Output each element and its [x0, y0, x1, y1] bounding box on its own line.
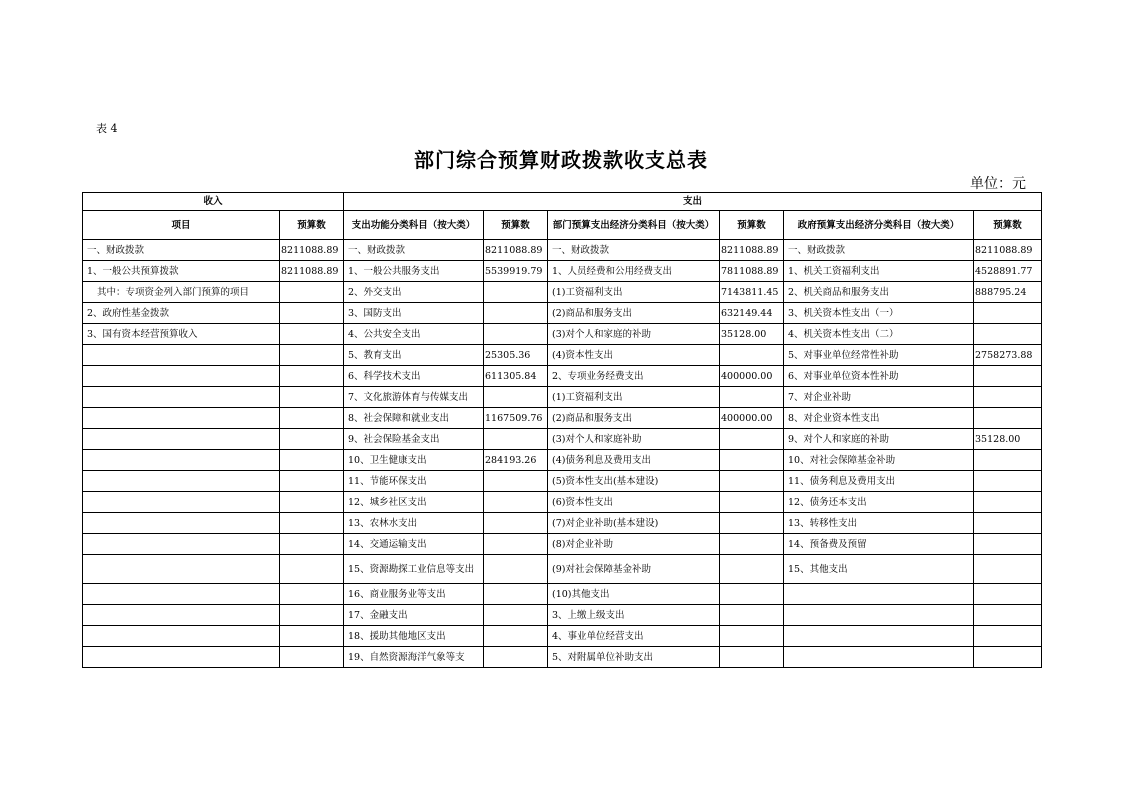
- income-amount-cell: [280, 555, 344, 584]
- table-row: [83, 605, 1042, 626]
- function-item-cell: 19、自然资源海洋气象等支: [344, 647, 484, 668]
- table-row: [83, 240, 1042, 261]
- gov-econ-amount-cell: [974, 387, 1042, 408]
- income-item-cell: [83, 387, 280, 408]
- dept-econ-item-cell: (7)对企业补助(基本建设): [548, 513, 720, 534]
- dept-econ-item-cell: 4、事业单位经营支出: [548, 626, 720, 647]
- table-row: [83, 555, 1042, 584]
- income-item-cell: [83, 408, 280, 429]
- income-amount-cell: [280, 387, 344, 408]
- dept-econ-amount-cell: 7811088.89: [720, 261, 784, 282]
- income-item-cell: [83, 345, 280, 366]
- function-amount-cell: 8211088.89: [484, 240, 548, 261]
- dept-econ-item-cell: 2、专项业务经费支出: [548, 366, 720, 387]
- function-item-cell: 5、教育支出: [344, 345, 484, 366]
- table-row: [83, 534, 1042, 555]
- income-item-cell: 其中：专项资金列入部门预算的项目: [83, 282, 280, 303]
- gov-econ-amount-cell: [974, 513, 1042, 534]
- dept-econ-item-cell: (1)工资福利支出: [548, 387, 720, 408]
- function-amount-cell: [484, 471, 548, 492]
- dept-econ-amount-cell: [720, 605, 784, 626]
- income-amount-cell: [280, 513, 344, 534]
- dept-econ-amount-cell: [720, 647, 784, 668]
- income-item-cell: [83, 555, 280, 584]
- gov-econ-amount-cell: 2758273.88: [974, 345, 1042, 366]
- dept-econ-item-cell: (8)对企业补助: [548, 534, 720, 555]
- gov-econ-item-cell: 3、机关资本性支出（一）: [784, 303, 974, 324]
- column-header: 预算数: [484, 211, 548, 240]
- gov-econ-amount-cell: 888795.24: [974, 282, 1042, 303]
- table-number-label: 表 4: [96, 122, 118, 135]
- income-amount-cell: [280, 647, 344, 668]
- dept-econ-amount-cell: [720, 450, 784, 471]
- table-row: [83, 584, 1042, 605]
- gov-econ-amount-cell: 8211088.89: [974, 240, 1042, 261]
- function-amount-cell: [484, 626, 548, 647]
- dept-econ-amount-cell: [720, 387, 784, 408]
- gov-econ-item-cell: 14、预备费及预留: [784, 534, 974, 555]
- dept-econ-item-cell: 3、上缴上级支出: [548, 605, 720, 626]
- income-item-cell: [83, 513, 280, 534]
- table-row: [83, 366, 1042, 387]
- income-amount-cell: [280, 471, 344, 492]
- gov-econ-item-cell: 2、机关商品和服务支出: [784, 282, 974, 303]
- gov-econ-amount-cell: [974, 492, 1042, 513]
- column-header: 预算数: [280, 211, 344, 240]
- unit-label: 单位：元: [970, 176, 1026, 192]
- income-amount-cell: [280, 303, 344, 324]
- dept-econ-item-cell: (4)资本性支出: [548, 345, 720, 366]
- dept-econ-amount-cell: [720, 345, 784, 366]
- table-row: [83, 513, 1042, 534]
- gov-econ-amount-cell: [974, 366, 1042, 387]
- function-item-cell: 8、社会保障和就业支出: [344, 408, 484, 429]
- function-amount-cell: 1167509.76: [484, 408, 548, 429]
- income-item-cell: [83, 626, 280, 647]
- income-amount-cell: [280, 492, 344, 513]
- income-item-cell: [83, 647, 280, 668]
- income-item-cell: [83, 492, 280, 513]
- column-header-row: [83, 211, 1042, 240]
- table-row: [83, 261, 1042, 282]
- income-amount-cell: [280, 282, 344, 303]
- dept-econ-item-cell: (6)资本性支出: [548, 492, 720, 513]
- table-row: [83, 282, 1042, 303]
- section-header-row: [83, 193, 1042, 211]
- function-item-cell: 一、财政拨款: [344, 240, 484, 261]
- function-amount-cell: 284193.26: [484, 450, 548, 471]
- gov-econ-item-cell: 8、对企业资本性支出: [784, 408, 974, 429]
- income-amount-cell: [280, 450, 344, 471]
- gov-econ-item-cell: 11、债务利息及费用支出: [784, 471, 974, 492]
- dept-econ-item-cell: (2)商品和服务支出: [548, 408, 720, 429]
- function-item-cell: 11、节能环保支出: [344, 471, 484, 492]
- function-amount-cell: [484, 605, 548, 626]
- income-amount-cell: 8211088.89: [280, 240, 344, 261]
- gov-econ-item-cell: 9、对个人和家庭的补助: [784, 429, 974, 450]
- income-item-cell: [83, 534, 280, 555]
- dept-econ-item-cell: (10)其他支出: [548, 584, 720, 605]
- column-header: 支出功能分类科目（按大类）: [344, 211, 484, 240]
- gov-econ-amount-cell: [974, 626, 1042, 647]
- function-amount-cell: [484, 303, 548, 324]
- column-header: 预算数: [974, 211, 1042, 240]
- income-amount-cell: [280, 626, 344, 647]
- dept-econ-amount-cell: [720, 626, 784, 647]
- dept-econ-amount-cell: [720, 534, 784, 555]
- table-row: [83, 471, 1042, 492]
- gov-econ-item-cell: [784, 605, 974, 626]
- table-row: [83, 492, 1042, 513]
- function-amount-cell: [484, 584, 548, 605]
- gov-econ-item-cell: 4、机关资本性支出（二）: [784, 324, 974, 345]
- gov-econ-amount-cell: [974, 647, 1042, 668]
- function-item-cell: 9、社会保险基金支出: [344, 429, 484, 450]
- dept-econ-item-cell: 5、对附属单位补助支出: [548, 647, 720, 668]
- function-item-cell: 12、城乡社区支出: [344, 492, 484, 513]
- income-item-cell: [83, 471, 280, 492]
- gov-econ-amount-cell: [974, 303, 1042, 324]
- function-amount-cell: [484, 282, 548, 303]
- dept-econ-amount-cell: [720, 513, 784, 534]
- gov-econ-item-cell: [784, 584, 974, 605]
- table-row: [83, 345, 1042, 366]
- gov-econ-amount-cell: [974, 450, 1042, 471]
- gov-econ-amount-cell: [974, 471, 1042, 492]
- gov-econ-item-cell: 一、财政拨款: [784, 240, 974, 261]
- column-header: 政府预算支出经济分类科目（按大类）: [784, 211, 974, 240]
- gov-econ-item-cell: 15、其他支出: [784, 555, 974, 584]
- income-amount-cell: [280, 366, 344, 387]
- income-item-cell: 3、国有资本经营预算收入: [83, 324, 280, 345]
- income-section-header: 收入: [83, 193, 344, 211]
- dept-econ-amount-cell: 8211088.89: [720, 240, 784, 261]
- dept-econ-amount-cell: 7143811.45: [720, 282, 784, 303]
- income-item-cell: [83, 605, 280, 626]
- function-amount-cell: [484, 555, 548, 584]
- income-item-cell: [83, 366, 280, 387]
- dept-econ-amount-cell: [720, 429, 784, 450]
- gov-econ-amount-cell: [974, 584, 1042, 605]
- income-amount-cell: [280, 408, 344, 429]
- table-row: [83, 408, 1042, 429]
- dept-econ-item-cell: (3)对个人和家庭补助: [548, 429, 720, 450]
- function-item-cell: 7、文化旅游体育与传媒支出: [344, 387, 484, 408]
- income-amount-cell: [280, 429, 344, 450]
- function-item-cell: 13、农林水支出: [344, 513, 484, 534]
- dept-econ-amount-cell: [720, 471, 784, 492]
- function-amount-cell: [484, 513, 548, 534]
- table-row: [83, 387, 1042, 408]
- function-item-cell: 6、科学技术支出: [344, 366, 484, 387]
- page-title: 部门综合预算财政拨款收支总表: [414, 148, 708, 172]
- function-item-cell: 2、外交支出: [344, 282, 484, 303]
- dept-econ-item-cell: (9)对社会保障基金补助: [548, 555, 720, 584]
- gov-econ-item-cell: 7、对企业补助: [784, 387, 974, 408]
- gov-econ-item-cell: 10、对社会保障基金补助: [784, 450, 974, 471]
- function-item-cell: 4、公共安全支出: [344, 324, 484, 345]
- table-row: [83, 303, 1042, 324]
- dept-econ-amount-cell: 400000.00: [720, 366, 784, 387]
- income-amount-cell: [280, 345, 344, 366]
- gov-econ-item-cell: [784, 647, 974, 668]
- expense-section-header: 支出: [344, 193, 1042, 211]
- function-amount-cell: [484, 324, 548, 345]
- income-item-cell: 一、财政拨款: [83, 240, 280, 261]
- function-item-cell: 16、商业服务业等支出: [344, 584, 484, 605]
- dept-econ-item-cell: (3)对个人和家庭的补助: [548, 324, 720, 345]
- dept-econ-amount-cell: 400000.00: [720, 408, 784, 429]
- table-row: [83, 324, 1042, 345]
- function-amount-cell: 5539919.79: [484, 261, 548, 282]
- function-item-cell: 1、一般公共服务支出: [344, 261, 484, 282]
- gov-econ-amount-cell: [974, 408, 1042, 429]
- income-item-cell: 2、政府性基金拨款: [83, 303, 280, 324]
- gov-econ-amount-cell: [974, 324, 1042, 345]
- table-body: [83, 240, 1042, 668]
- table-row: [83, 626, 1042, 647]
- income-amount-cell: [280, 605, 344, 626]
- gov-econ-amount-cell: [974, 534, 1042, 555]
- function-amount-cell: 25305.36: [484, 345, 548, 366]
- gov-econ-amount-cell: [974, 555, 1042, 584]
- dept-econ-amount-cell: 35128.00: [720, 324, 784, 345]
- dept-econ-amount-cell: [720, 555, 784, 584]
- function-amount-cell: [484, 647, 548, 668]
- function-amount-cell: [484, 492, 548, 513]
- income-amount-cell: [280, 324, 344, 345]
- income-item-cell: [83, 450, 280, 471]
- budget-summary-table: [82, 192, 1042, 668]
- function-item-cell: 10、卫生健康支出: [344, 450, 484, 471]
- gov-econ-item-cell: 12、债务还本支出: [784, 492, 974, 513]
- dept-econ-amount-cell: [720, 584, 784, 605]
- income-item-cell: [83, 429, 280, 450]
- gov-econ-amount-cell: [974, 605, 1042, 626]
- dept-econ-item-cell: 1、人员经费和公用经费支出: [548, 261, 720, 282]
- gov-econ-item-cell: [784, 626, 974, 647]
- function-item-cell: 14、交通运输支出: [344, 534, 484, 555]
- dept-econ-item-cell: (4)债务利息及费用支出: [548, 450, 720, 471]
- function-item-cell: 15、资源勘探工业信息等支出: [344, 555, 484, 584]
- function-item-cell: 18、援助其他地区支出: [344, 626, 484, 647]
- income-amount-cell: [280, 584, 344, 605]
- dept-econ-item-cell: (5)资本性支出(基本建设): [548, 471, 720, 492]
- function-amount-cell: [484, 534, 548, 555]
- gov-econ-amount-cell: 4528891.77: [974, 261, 1042, 282]
- gov-econ-item-cell: 6、对事业单位资本性补助: [784, 366, 974, 387]
- gov-econ-amount-cell: 35128.00: [974, 429, 1042, 450]
- dept-econ-amount-cell: [720, 492, 784, 513]
- table-row: [83, 450, 1042, 471]
- table-row: [83, 647, 1042, 668]
- column-header: 部门预算支出经济分类科目（按大类）: [548, 211, 720, 240]
- income-item-cell: [83, 584, 280, 605]
- dept-econ-item-cell: (2)商品和服务支出: [548, 303, 720, 324]
- gov-econ-item-cell: 5、对事业单位经常性补助: [784, 345, 974, 366]
- dept-econ-item-cell: (1)工资福利支出: [548, 282, 720, 303]
- dept-econ-amount-cell: 632149.44: [720, 303, 784, 324]
- income-amount-cell: [280, 534, 344, 555]
- column-header: 预算数: [720, 211, 784, 240]
- function-amount-cell: [484, 429, 548, 450]
- income-amount-cell: 8211088.89: [280, 261, 344, 282]
- gov-econ-item-cell: 1、机关工资福利支出: [784, 261, 974, 282]
- function-item-cell: 17、金融支出: [344, 605, 484, 626]
- function-amount-cell: [484, 387, 548, 408]
- table-row: [83, 429, 1042, 450]
- income-item-cell: 1、一般公共预算拨款: [83, 261, 280, 282]
- column-header: 项目: [83, 211, 280, 240]
- dept-econ-item-cell: 一、财政拨款: [548, 240, 720, 261]
- gov-econ-item-cell: 13、转移性支出: [784, 513, 974, 534]
- function-amount-cell: 611305.84: [484, 366, 548, 387]
- function-item-cell: 3、国防支出: [344, 303, 484, 324]
